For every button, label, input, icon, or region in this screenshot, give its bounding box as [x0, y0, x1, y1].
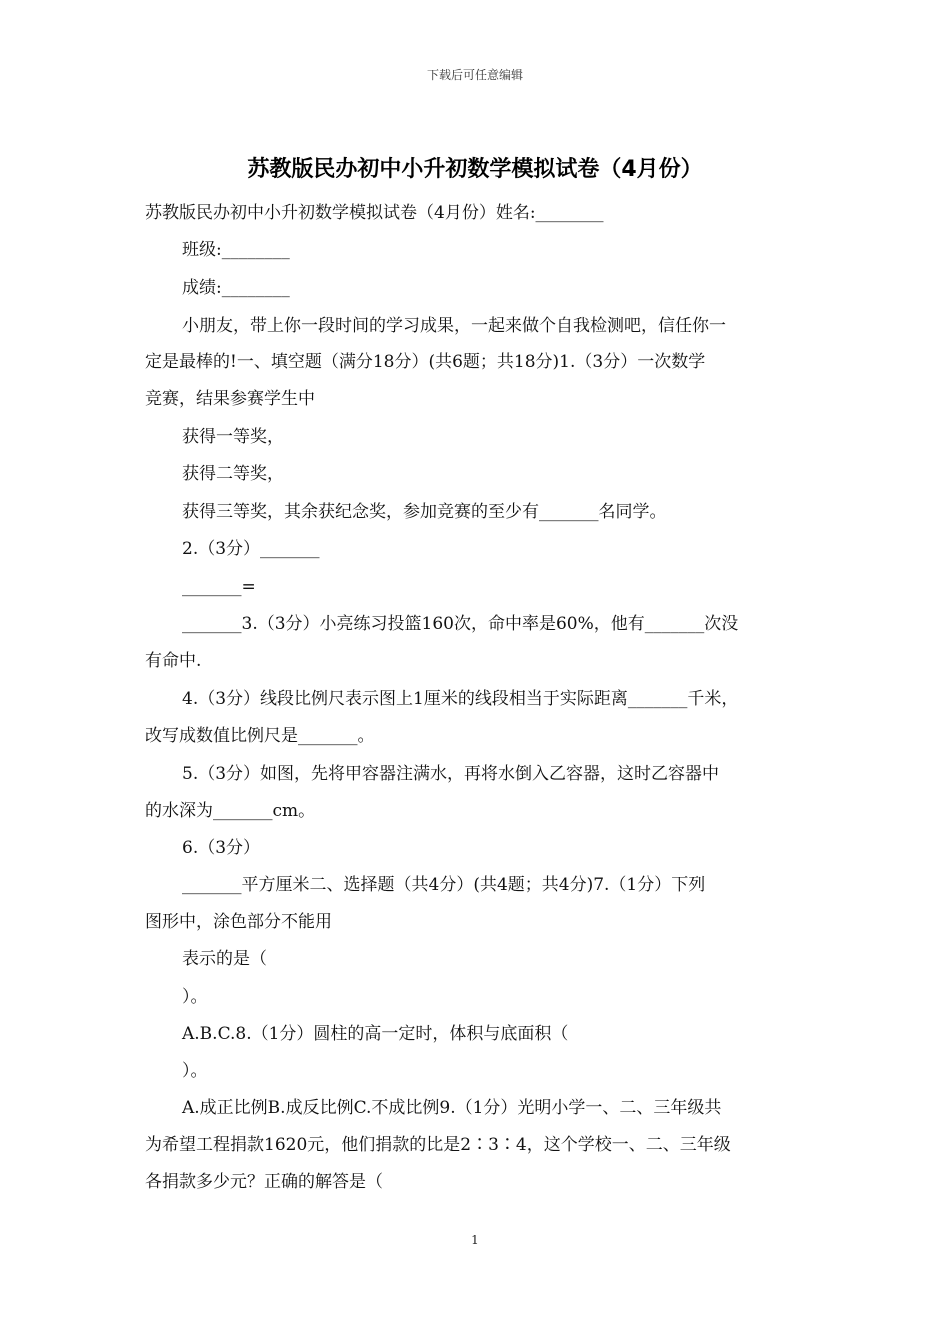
text-line: 的水深为_______cm。 [145, 801, 316, 821]
text-line: _______= [182, 577, 256, 597]
text-line: 为希望工程捐款1620元，他们捐款的比是2∶3∶4，这个学校一、二、三年级 [145, 1135, 731, 1155]
text-line: 5.（3分）如图，先将甲容器注满水，再将水倒入乙容器，这时乙容器中 [182, 764, 720, 784]
text-line: 2.（3分）_______ [182, 539, 320, 559]
text-line: 成绩:________ [182, 278, 290, 298]
text-line: 小朋友，带上你一段时间的学习成果，一起来做个自我检测吧，信任你一 [182, 316, 726, 336]
text-line: 4.（3分）线段比例尺表示图上1厘米的线段相当于实际距离_______千米， [182, 689, 739, 709]
text-line: _______3.（3分）小亮练习投篮160次，命中率是60%，他有_______次没 [182, 614, 739, 634]
text-line: 竞赛，结果参赛学生中 [145, 389, 315, 409]
text-line: 6.（3分） [182, 838, 261, 858]
text-line: ）。 [182, 987, 208, 1007]
header-note: 下载后可任意编辑 [426, 68, 523, 82]
text-line: 班级:________ [182, 240, 290, 260]
text-line: 图形中，涂色部分不能用 [145, 912, 332, 932]
text-line: A.B.C.8.（1分）圆柱的高一定时，体积与底面积（ [182, 1024, 569, 1044]
text-line: 获得二等奖， [182, 464, 284, 484]
text-line: 各捐款多少元？正确的解答是（ [145, 1172, 383, 1192]
page-number: 1 [471, 1233, 479, 1247]
text-line: 定是最棒的!一、填空题（满分18分）(共6题；共18分)1.（3分）一次数学 [145, 352, 706, 372]
text-line: 有命中. [145, 651, 202, 671]
text-line: A.成正比例B.成反比例C.不成比例9.（1分）光明小学一、二、三年级共 [182, 1098, 722, 1118]
text-line: 苏教版民办初中小升初数学模拟试卷（4月份）姓名:________ [145, 203, 604, 223]
text-line: 获得三等奖，其余获纪念奖，参加竞赛的至少有_______名同学。 [182, 502, 667, 522]
document-title: 苏教版民办初中小升初数学模拟试卷（4月份） [247, 157, 703, 182]
text-line: 表示的是（ [182, 949, 267, 969]
text-line: 获得一等奖， [182, 427, 284, 447]
text-line: 改写成数值比例尺是_______。 [145, 726, 375, 746]
text-line: ）。 [182, 1061, 208, 1081]
text-line: _______平方厘米二、选择题（共4分）(共4题；共4分)7.（1分）下列 [182, 875, 706, 895]
